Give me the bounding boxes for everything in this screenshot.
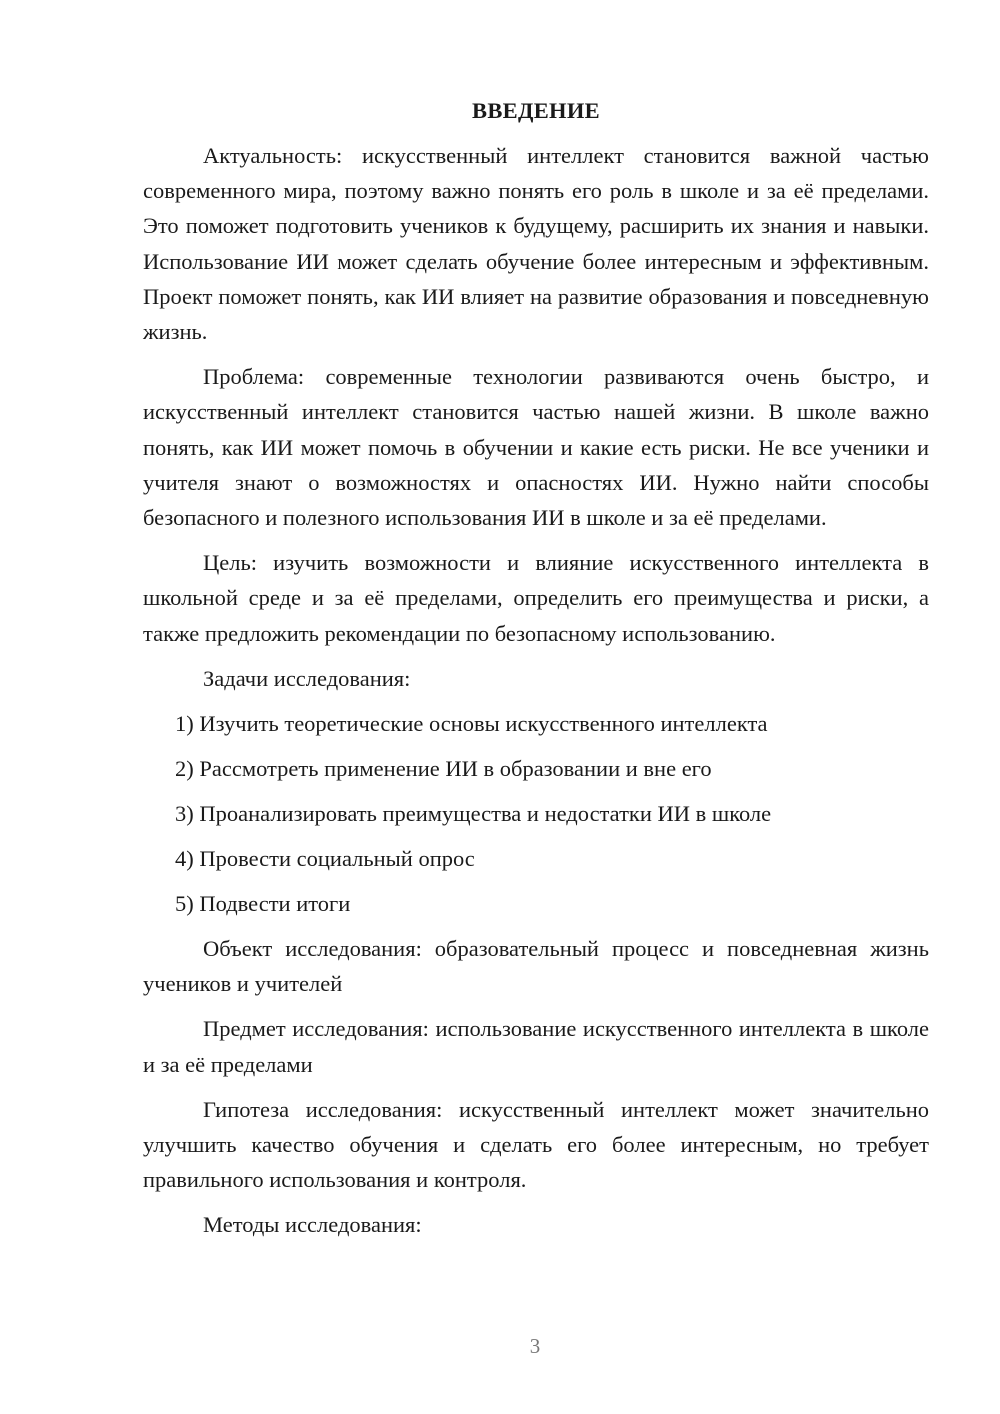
goal-paragraph: Цель: изучить возможности и влияние искусственного интеллекта в школьной среде и за её пределами, определить его преимущества и риски, а также предложить рекомендации по безопасному использованию.	[143, 550, 929, 646]
page-number: 3	[529, 1334, 541, 1358]
subject-paragraph: Предмет исследования: использование искусственного интеллекта в школе и за её пределами	[143, 1016, 929, 1077]
list-item: 3) Проанализировать преимущества и недостатки ИИ в школе	[175, 801, 772, 827]
list-item: 2) Рассмотреть применение ИИ в образовании и вне его	[175, 756, 712, 782]
relevance-paragraph: Актуальность: искусственный интеллект становится важной частью современного мира, поэтому важно понять его роль в школе и за её пределами. Это поможет подготовить учеников к будущему, расширить их знания и навыки. Использование ИИ может сделать обучение более интересным и эффективным. Проект поможет понять, как ИИ влияет на развитие образования и повседневную жизнь.	[143, 143, 929, 345]
page-title: ВВЕДЕНИЕ	[472, 98, 600, 123]
tasks-list	[143, 706, 929, 921]
list-item: 1) Изучить теоретические основы искусственного интеллекта	[175, 711, 768, 737]
object-paragraph: Объект исследования: образовательный процесс и повседневная жизнь учеников и учителей	[143, 936, 929, 997]
tasks-heading: Задачи исследования:	[203, 665, 411, 691]
list-item: 5) Подвести итоги	[175, 891, 351, 917]
list-item: 4) Провести социальный опрос	[175, 846, 475, 872]
methods-heading: Методы исследования:	[203, 1212, 422, 1238]
problem-paragraph: Проблема: современные технологии развиваются очень быстро, и искусственный интеллект становится частью нашей жизни. В школе важно понять, как ИИ может помочь в обучении и какие есть риски. Не все ученики и учителя знают о возможностях и опасностях ИИ. Нужно найти способы безопасного и полезного использования ИИ в школе и за её пределами.	[143, 364, 929, 531]
hypothesis-paragraph: Гипотеза исследования: искусственный интеллект может значительно улучшить качество обучения и сделать его более интересным, но требует правильного использования и контроля.	[143, 1096, 929, 1193]
page-content	[143, 93, 929, 1253]
